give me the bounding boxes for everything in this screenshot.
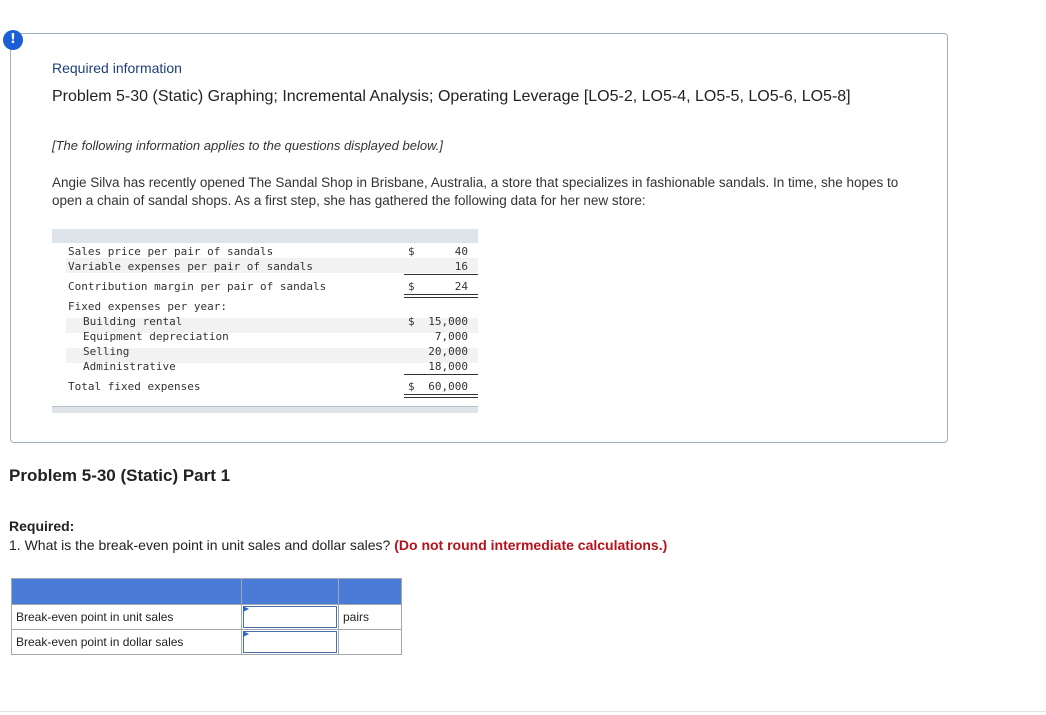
problem-intro-text: Angie Silva has recently opened The Sandal Shop in Brisbane, Australia, a store that specializes in fashionable sandals. In time, she hopes to open a chain of sandal shops. As a first step, she has gathered the following data for her new store: xyxy=(52,175,899,208)
dollar-sign: $ xyxy=(408,245,415,258)
part-title: Problem 5-30 (Static) Part 1 xyxy=(9,466,231,485)
page-bottom-divider xyxy=(0,711,1046,712)
question-text xyxy=(9,537,667,553)
unit-sales-label: Break-even point in unit sales xyxy=(12,605,242,630)
dollar-sign: $ xyxy=(408,315,415,328)
table-footer-band xyxy=(52,406,478,413)
input-marker-icon xyxy=(243,606,249,612)
dollar-sign: $ xyxy=(408,380,415,393)
administrative-label: Administrative xyxy=(83,360,176,373)
equipment-depreciation-label: Equipment depreciation xyxy=(83,330,229,343)
equipment-depreciation-value: 7,000 xyxy=(434,330,468,343)
header-cell xyxy=(339,579,402,605)
dollar-sales-unit xyxy=(339,630,402,655)
variable-expenses-value: 16 xyxy=(454,260,468,273)
answer-table-header xyxy=(12,579,402,605)
header-cell xyxy=(12,579,242,605)
question-body: 1. What is the break-even point in unit sales and dollar sales? xyxy=(9,537,391,553)
unit-sales-cell xyxy=(242,605,339,630)
required-label: Required: xyxy=(9,518,75,534)
dollar-sales-input[interactable] xyxy=(243,631,337,653)
building-rental-value: 15,000 xyxy=(428,315,468,328)
rounding-note: (Do not round intermediate calculations.) xyxy=(394,537,668,553)
sandal-shop-data-table xyxy=(52,229,478,413)
building-rental-label: Building rental xyxy=(83,315,183,328)
selling-label: Selling xyxy=(83,345,130,358)
total-double-underline xyxy=(404,294,478,298)
table-row xyxy=(12,605,402,630)
dollar-sales-cell xyxy=(242,630,339,655)
unit-sales-input[interactable] xyxy=(243,606,337,628)
following-info-note: [The following information applies to the questions displayed below.] xyxy=(52,138,443,153)
contribution-margin-label: Contribution margin per pair of sandals xyxy=(68,280,327,293)
sales-price-label: Sales price per pair of sandals xyxy=(68,245,274,258)
fixed-expenses-header: Fixed expenses per year: xyxy=(68,300,227,313)
required-information-heading: Required information xyxy=(52,60,182,76)
subtotal-underline xyxy=(404,374,478,375)
table-header-band xyxy=(52,229,478,243)
input-marker-icon xyxy=(243,631,249,637)
total-double-underline xyxy=(404,394,478,398)
selling-value: 20,000 xyxy=(428,345,468,358)
unit-sales-unit: pairs xyxy=(339,605,402,630)
total-fixed-expenses-label: Total fixed expenses xyxy=(68,380,201,393)
table-row xyxy=(12,630,402,655)
total-fixed-expenses-value: 60,000 xyxy=(428,380,468,393)
variable-expenses-label: Variable expenses per pair of sandals xyxy=(68,260,314,273)
administrative-value: 18,000 xyxy=(428,360,468,373)
dollar-sign: $ xyxy=(408,280,415,293)
contribution-margin-value: 24 xyxy=(454,280,468,293)
alert-icon: ! xyxy=(3,30,23,50)
dollar-sales-label: Break-even point in dollar sales xyxy=(12,630,242,655)
answer-table xyxy=(11,578,402,655)
subtotal-underline xyxy=(404,274,478,275)
problem-title: Problem 5-30 (Static) Graphing; Incremental Analysis; Operating Leverage [LO5-2, LO5-4, LO5-5, LO5-6, LO5-8] xyxy=(52,88,851,105)
header-cell xyxy=(242,579,339,605)
sales-price-value: 40 xyxy=(454,245,468,258)
